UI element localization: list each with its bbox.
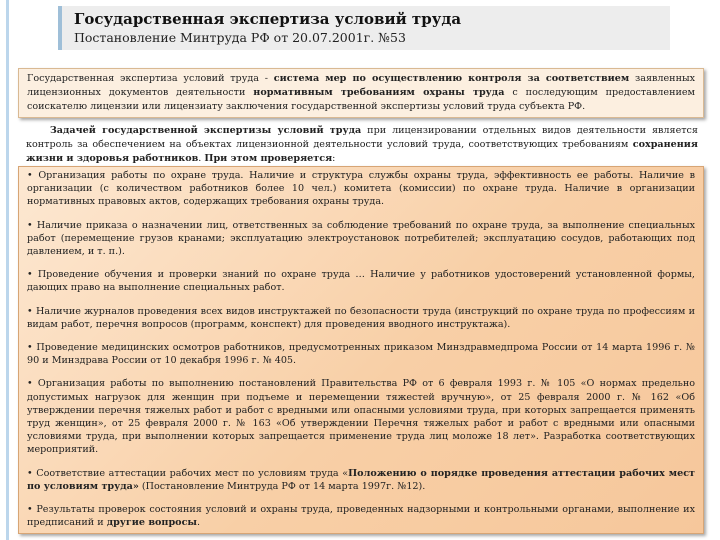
definition-text-2: заявленных лицензионных документов деятельности (27, 73, 696, 98)
task-text-1: при лицензировании отдельных видов деятельности является контроль за обеспечением на объектах лицензионной деятельности условий труда, соответствующих требованиям (26, 125, 698, 150)
page-title: Государственная экспертиза условий труда (74, 10, 462, 28)
checklist-item-bold: Положению о порядке проведения аттестации рабочих мест по условиям труда» (27, 467, 695, 492)
checklist-item-text: • Соответствие аттестации рабочих мест по условиям труда « (27, 467, 349, 479)
checklist-item: • Организация работы по охране труда. Наличие и структура службы охраны труда, эффективность ее работы. Наличие в организации (с количеством работников более 10 чел.) комитета (комиссии) по охране труда. Наличие в организации нормативных правовых актов, содержащих требования охраны труда. (27, 170, 695, 208)
checklist-item: • Наличие приказа о назначении лиц, ответственных за соблюдение требований по охране труда, за выполнение специальных работ (перемещение грузов кранами; эксплуатацию электроустановок потребителей; эксплуатацию сосудов, работающих под давлением, и т. п.). (27, 219, 695, 258)
task-text-2: . (198, 153, 205, 164)
checklist-item-bold: другие вопросы (106, 517, 198, 529)
checklist-item: • Проведение обучения и проверки знаний по охране труда … Наличие у работников удостоверений установленной формы, дающих право на выполнение специальных работ. (27, 269, 695, 294)
checklist-item-text-end: . (197, 517, 201, 529)
checklist-item-text: • Результаты проверок состояния условий и охраны труда, проведенных надзорными и контрольными органами, выполнение их предписаний и (27, 504, 695, 529)
checklist-item: • Организация работы по выполнению постановлений Правительства РФ от 6 февраля 1993 г. № 105 «О нормах предельно допустимых нагрузок для женщин при подъеме и перемещении тяжестей вручную», от 25 февраля 2000 г. № 162 «Об утверждении перечня тяжелых работ и работ с вредными или опасными условиями труда, при которых запрещается применять труд женщин», от 25 февраля 2000 г. № 163 «Об утверждении Перечня тяжелых работ и работ с вредными или опасными условиями труда, при выполнении которых запрещается применение труда лиц моложе 18 лет». Разработка соответствующих мероприятий. (27, 378, 695, 456)
title-box (58, 6, 670, 50)
checklist-item (27, 467, 695, 493)
definition-box (18, 68, 704, 118)
checklist-item: • Наличие журналов проведения всех видов инструктажей по безопасности труда (инструкций по охране труда по профессиям и видам работ, перечня вопросов (программ, конспект) для проведения вводного инструктажа). (27, 305, 695, 330)
definition-text-3: с последующим предоставлением соискателю лицензии или лицензиату заключения государственной экспертизы условий труда субъекта РФ. (27, 87, 695, 112)
checklist-item (27, 503, 695, 529)
definition-bold-2: нормативным требованиям охраны труда (253, 87, 505, 98)
checklist-item-text-end: (Постановление Минтруда РФ от 14 марта 1997г. №12). (138, 480, 426, 492)
task-bold-2: сохранения жизни и здоровья работников (26, 139, 698, 164)
task-bold-1: Задачей государственной экспертизы условий труда (49, 125, 362, 136)
task-bold-3: При этом проверяется (204, 153, 333, 164)
checklist-box (18, 166, 704, 534)
definition-text: Государственная экспертиза условий труда - (27, 73, 274, 84)
checklist-item: • Проведение медицинских осмотров работников, предусмотренных приказом Минздравмедпрома России от 14 марта 1996 г. № 90 и Минздрава России от 10 декабря 1996 г. № 405. (27, 342, 695, 367)
definition-bold-1: система мер по осуществлению контроля за соответствием (273, 73, 630, 84)
task-text-3: : (332, 153, 336, 164)
task-paragraph (22, 122, 702, 170)
page-subtitle: Постановление Минтруда РФ от 20.07.2001г. №53 (74, 30, 406, 45)
